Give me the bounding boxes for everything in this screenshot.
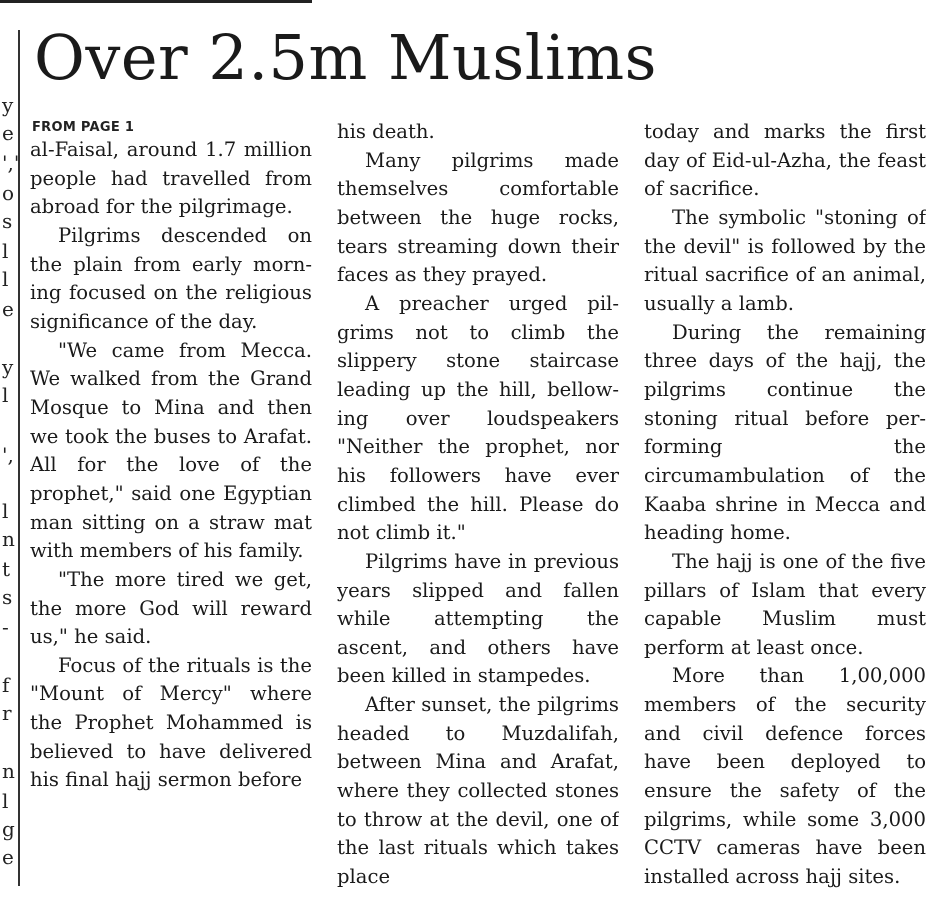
edge-letter: - xyxy=(2,615,9,639)
paragraph: today and marks the first day of Eid-ul-Azha, the feast of sacrifice. xyxy=(644,120,926,201)
edge-letter: y xyxy=(2,355,14,379)
edge-letter: l xyxy=(2,383,9,407)
paragraph: Pilgrims have in previous years slipped and fallen while attempting the ascent, and others have been killed in stampedes. xyxy=(337,549,619,688)
article-column-2 xyxy=(337,118,619,888)
article-column-1 xyxy=(30,120,312,890)
edge-letter: ', xyxy=(2,443,14,467)
edge-letter: e xyxy=(2,297,14,321)
paragraph: The hajj is one of the five pillars of Islam that every capable Muslim must perform at least once. xyxy=(644,549,926,659)
headline: Over 2.5m Muslims xyxy=(34,21,657,94)
article-column-3 xyxy=(644,118,926,888)
edge-letter: g xyxy=(2,817,15,841)
paragraph: Many pilgrims made themselves comfortable between the huge rocks, tears streaming down their faces as they prayed. xyxy=(337,148,619,287)
edge-letter: n xyxy=(2,527,15,551)
edge-letter: n xyxy=(2,759,15,783)
edge-letter: l xyxy=(2,499,9,523)
edge-letter: e xyxy=(2,121,14,145)
edge-letter: s xyxy=(2,585,13,609)
edge-letter: r xyxy=(2,701,12,725)
top-rule xyxy=(0,0,312,3)
edge-letter: e xyxy=(2,845,14,869)
paragraph: Focus of the rituals is the "Mount of Mercy" where the Prophet Mohammed is believed to have delivered his final hajj sermon before xyxy=(30,653,312,792)
edge-letter: l xyxy=(2,267,9,291)
paragraph: Pilgrims descended on the plain from early morning focused on the religious significance of the day. xyxy=(30,223,312,333)
paragraph: al-Faisal, around 1.7 million people had travelled from abroad for the pilgrimage. xyxy=(30,138,312,219)
paragraph: "We came from Mecca. We walked from the Grand Mosque to Mina and then we took the buses to Arafat. All for the love of the prophet," said one Egyptian man sitting on a straw mat with members of his family. xyxy=(30,338,312,563)
edge-letter: l xyxy=(2,789,9,813)
paragraph: During the remaining three days of the hajj, the pilgrims continue the stoning ritual before performing the circumambulation of the Kaaba shrine in Mecca and heading home. xyxy=(644,320,926,545)
paragraph: The symbolic "stoning of the devil" is followed by the ritual sacrifice of an animal, usually a lamb. xyxy=(644,205,926,315)
edge-letter: f xyxy=(2,673,10,697)
edge-letter: o xyxy=(2,181,15,205)
paragraph: More than 1,00,000 members of the security and civil defence forces have been deployed to ensure the safety of the pilgrims, while some 3,000 CCTV cameras have been installed across hajj sites. xyxy=(644,664,926,888)
edge-letter: l xyxy=(2,239,9,263)
edge-letter: s xyxy=(2,209,13,233)
edge-letter: ',' xyxy=(2,151,20,175)
paragraph: "The more tired we get, the more God will reward us," he said. xyxy=(30,567,312,649)
from-page-kicker: FROM PAGE 1 xyxy=(32,120,135,135)
edge-letter: t xyxy=(2,557,11,581)
edge-letter: y xyxy=(2,93,14,117)
paragraph: A preacher urged pilgrims not to climb the slippery stone staircase leading up the hill, bellowing over loudspeakers "Neither the prophet, nor his followers have ever climbed the hill. Please do not climb it." xyxy=(337,291,619,545)
paragraph: his death. xyxy=(337,120,435,143)
paragraph: After sunset, the pilgrims headed to Muzdalifah, between Mina and Arafat, where they collected stones to throw at the devil, one of the last rituals which takes place xyxy=(337,693,619,888)
